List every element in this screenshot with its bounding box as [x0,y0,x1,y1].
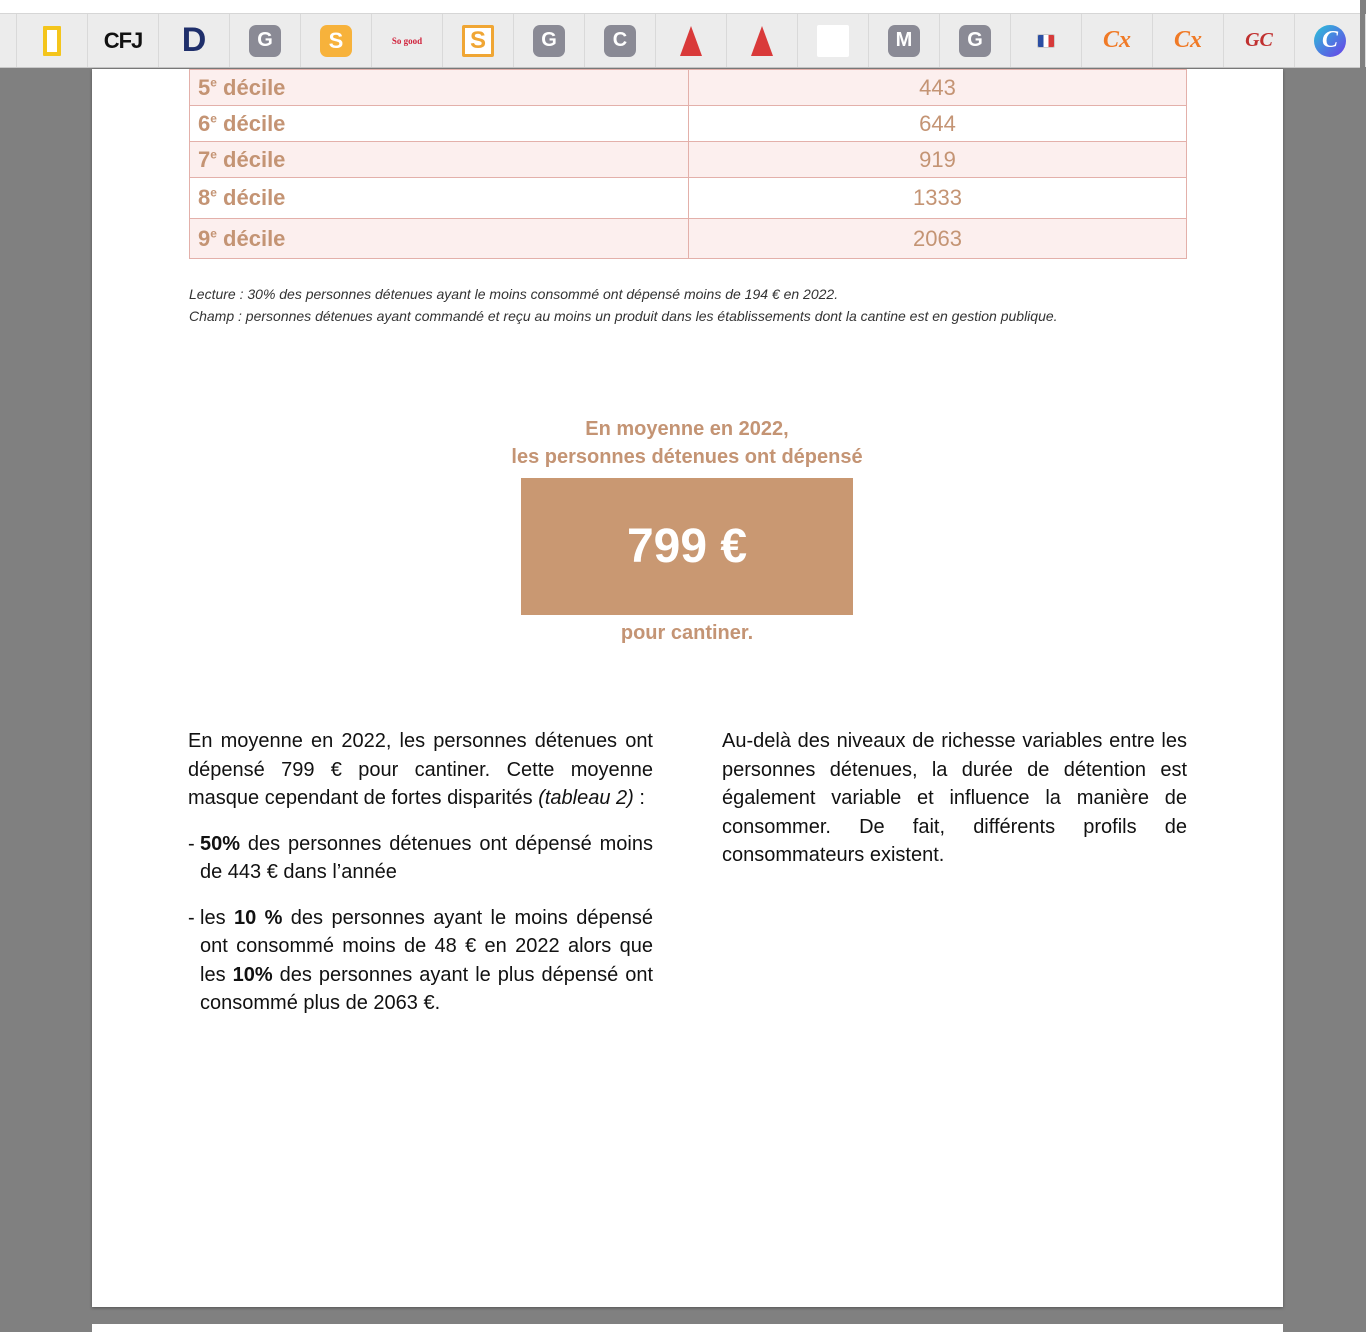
red-house-icon [751,26,773,56]
bookmark-item[interactable] [585,14,656,67]
bookmark-item[interactable] [301,14,372,67]
bookmark-item[interactable] [443,14,514,67]
decile-word: décile [216,110,286,136]
bookmark-item[interactable] [1295,14,1366,67]
decile-number: 6 [198,110,211,136]
bookmarks-bar-left-gap [0,14,17,67]
gc-icon: GC [1245,29,1273,51]
table-row [190,106,1187,142]
c-letter-icon: C [604,25,636,57]
table-row [190,178,1187,219]
bookmark-item[interactable] [372,14,443,67]
decile-table [189,69,1187,259]
decile-ordinal-suffix: e [210,111,217,126]
intro-paragraph: En moyenne en 2022, les personnes détenues ont dépensé 799 € pour cantiner. Cette moyenne masque cependant de fortes disparités (tableau 2) : [188,730,653,809]
red-house-icon [680,26,702,56]
bookmarks-bar [0,13,1360,68]
decile-word: décile [216,225,286,251]
table-reference: (tableau 2) [538,787,634,809]
table-row [190,142,1187,178]
list-item: - les 10 % des personnes ayant le moins dépensé ont consommé moins de 48 € en 2022 alors que les 10% des personnes ayant le plus dépensé ont consommé plus de 2063 €. [188,904,653,1018]
decile-value: 443 [689,70,1187,106]
bookmark-item[interactable] [230,14,301,67]
g-letter-icon: G [959,25,991,57]
table-row [190,219,1187,259]
left-column [188,727,653,1035]
right-column [722,727,1187,887]
bookmark-item[interactable] [159,14,230,67]
bookmark-item[interactable] [1224,14,1295,67]
decile-word: décile [216,74,286,100]
bookmark-item[interactable] [656,14,727,67]
table-row [190,70,1187,106]
bookmark-item[interactable] [17,14,88,67]
bookmark-item[interactable] [798,14,869,67]
d-logo-icon: D [181,21,207,59]
decile-word: décile [216,185,286,210]
s-frame-icon: S [462,25,494,57]
s-orange-icon: S [320,25,352,57]
scope-note: Champ : personnes détenues ayant commandé et reçu au moins un produit dans les établissements dont la cantine est en gestion publique. [189,308,1058,324]
bookmark-item[interactable] [727,14,798,67]
bookmark-item[interactable] [1011,14,1082,67]
natgeo-icon [43,26,61,56]
infobox-heading-line1: En moyenne en 2022, [585,418,789,440]
canva-icon: C [1314,25,1346,57]
infobox-footer: pour cantiner. [620,622,754,644]
decile-ordinal-suffix: e [210,226,217,241]
decile-value: 644 [689,106,1187,142]
bookmark-item[interactable] [88,14,159,67]
bookmark-item[interactable] [1153,14,1224,67]
decile-word: décile [216,146,286,172]
decile-label [190,142,689,178]
m-letter-icon: M [888,25,920,57]
bookmark-item[interactable] [940,14,1011,67]
decile-number: 9 [198,225,211,251]
decile-value: 2063 [689,219,1187,259]
bookmark-item[interactable] [1082,14,1153,67]
right-paragraph: Au-delà des niveaux de richesse variables entre les personnes détenues, la durée de détention est également variable et influence la manière de consommer. De fait, différents profils de consommateurs existent. [722,730,1187,866]
decile-ordinal-suffix: e [210,147,217,162]
bookmark-item[interactable] [869,14,940,67]
decile-label [190,70,689,106]
list-item: - 50% des personnes détenues ont dépensé moins de 443 € dans l’année [188,830,653,887]
decile-number: 8 [198,185,211,210]
window-top-strip [0,0,1360,13]
decile-label [190,106,689,142]
decile-label [190,219,689,259]
cfj-icon: CFJ [103,27,143,53]
infobox [521,478,853,615]
next-page-edge [92,1324,1283,1332]
cx-icon: Cx [1173,27,1202,53]
disparity-list [188,830,653,1018]
decile-number: 7 [198,146,211,172]
document-page [92,69,1283,1307]
decile-ordinal-suffix: e [210,75,217,90]
blank-icon [817,25,849,57]
french-flag-icon [1037,34,1055,48]
bookmark-item[interactable] [514,14,585,67]
decile-number: 5 [198,74,211,100]
decile-value: 919 [689,142,1187,178]
cx-icon: Cx [1102,27,1131,53]
infobox-value: 799 € [626,520,748,573]
g-letter-icon: G [249,25,281,57]
decile-ordinal-suffix: e [210,185,217,200]
decile-value: 1333 [689,178,1187,219]
infobox-heading-line2: les personnes détenues ont dépensé [511,446,863,468]
decile-label [190,178,689,219]
g-letter-icon: G [533,25,565,57]
sogood-icon: So good [391,35,423,46]
reading-note: Lecture : 30% des personnes détenues ayant le moins consommé ont dépensé moins de 194 € en 2022. [189,286,839,302]
